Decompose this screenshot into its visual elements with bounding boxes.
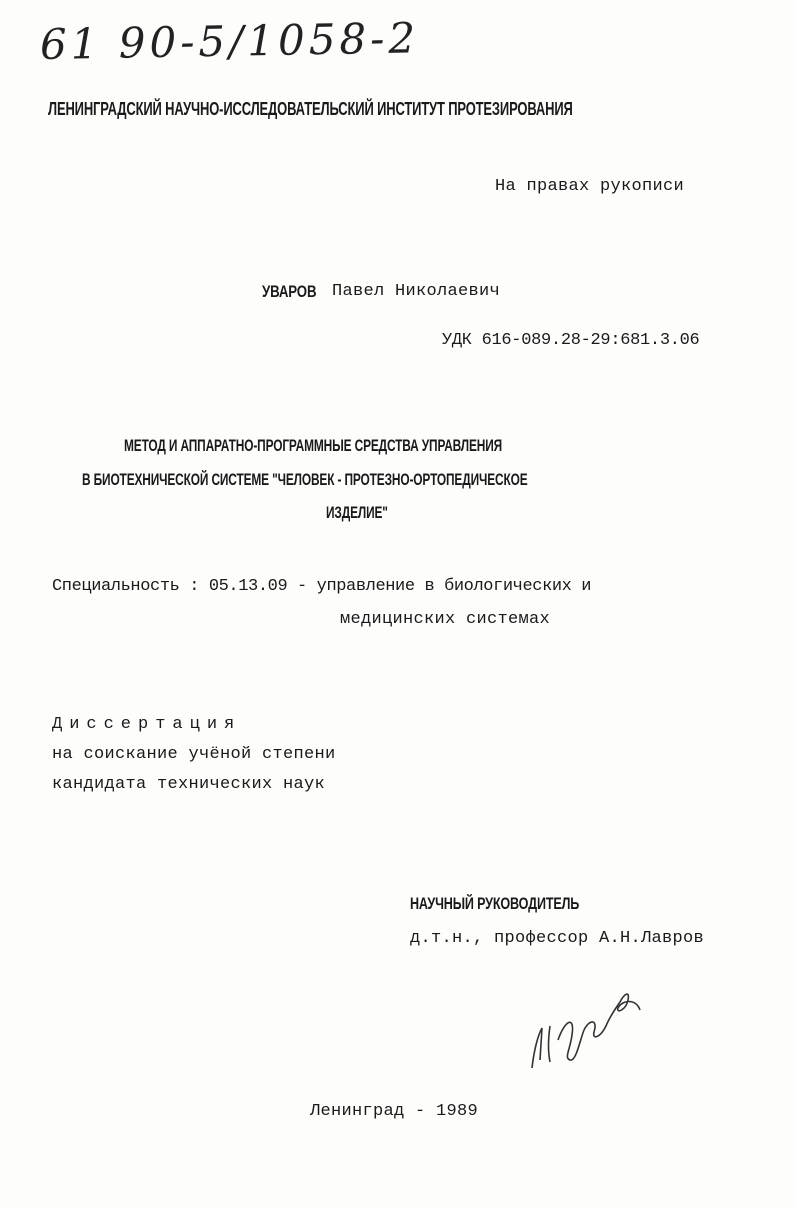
institute-name: ЛЕНИНГРАДСКИЙ НАУЧНО-ИССЛЕДОВАТЕЛЬСКИЙ ИНСТИТУТ ПРОТЕЗИРОВАНИЯ: [48, 99, 573, 119]
title-line-1: МЕТОД И АППАРАТНО-ПРОГРАММНЫЕ СРЕДСТВА УПРАВЛЕНИЯ: [124, 436, 503, 455]
author-surname: УВАРОВ: [262, 282, 317, 301]
title-line-2: В БИОТЕХНИЧЕСКОЙ СИСТЕМЕ "ЧЕЛОВЕК - ПРОТЕЗНО-ОРТОПЕДИЧЕСКОЕ: [82, 470, 528, 489]
supervisor-name: д.т.н., профессор А.Н.Лавров: [410, 929, 705, 948]
archive-number-handwritten: 61 90-5/1058-2: [39, 13, 420, 69]
author-line: [262, 282, 501, 302]
udc-code: УДК 616-089.28-29:681.3.06: [442, 331, 700, 350]
manuscript-rights: На правах рукописи: [495, 177, 685, 196]
supervisor-label: НАУЧНЫЙ РУКОВОДИТЕЛЬ: [410, 894, 580, 913]
dissertation-degree-line-1: на соискание учёной степени: [52, 745, 336, 764]
title-line-3: ИЗДЕЛИЕ": [326, 503, 388, 522]
specialty-line: Специальность : 05.13.09 - управление в биологических и: [52, 577, 592, 596]
dissertation-degree-line-2: кандидата технических наук: [52, 775, 326, 794]
dissertation-heading: Диссертация: [52, 715, 242, 734]
author-given-names: Павел Николаевич: [332, 282, 501, 301]
specialty-continuation: медицинских системах: [340, 610, 551, 629]
place-year: Ленинград - 1989: [310, 1102, 479, 1121]
signature: [520, 980, 660, 1080]
